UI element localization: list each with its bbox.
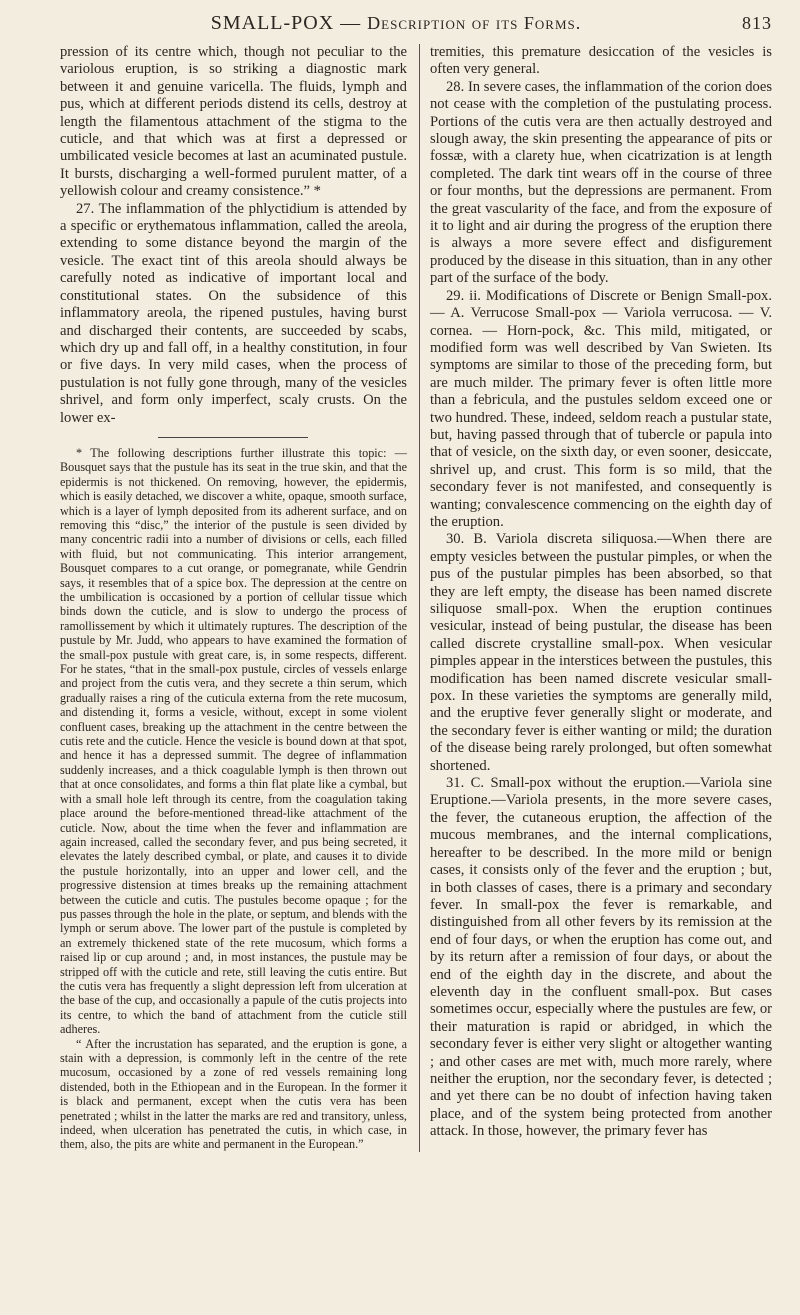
paragraph: 30. B. Variola discreta siliquosa.—When there are empty vesicles between the pustular pimples, or when the pus of the pustular pimples has been absorbed, so that they are left empty, the disease has been named discrete siliquose small-pox. When the eruption continues vesicular, instead of being pustular, the disease has been called discrete crystalline small-pox. When vesicular pimples appear in the interstices between the pustules, this modification has been named discrete vesicular small-pox. In these varieties the symptoms are generally mild, and the eruptive fever generally slight or moderate, and the secondary fever is either wanting or mild; the duration of the disease being rarely prolonged, but often somewhat shortened.	[429, 531, 772, 774]
paragraph: 29. ii. Modifications of Discrete or Benign Small-pox. — A. Verrucose Small-pox — Variola verrucosa. — V. cornea. — Horn-pock, &c. This mild, mitigated, or modified form was well described by Van Swieten. Its symptoms are similar to those of the preceding form, but are much milder. The primary fever is often little more than a febricula, and the pustules seldom exceed one or two hundred. These, indeed, seldom reach a pustular state, but, having passed through that of tubercle or papula into that of vesicle, on the sixth day, or even sooner, desiccate, shrivel up, and crust. This form is so mild, that the secondary fever is not manifested, and consequently is wanting; convalescence commencing on the eighth day of the eruption.	[429, 287, 772, 530]
footnotes	[60, 446, 407, 1152]
page-title: SMALL-POX — Description of its Forms.	[210, 12, 582, 34]
text-columns	[60, 44, 772, 1152]
paragraph: pression of its centre which, though not peculiar to the variolous eruption, is so striking a diagnostic mark between it and genuine varicella. The fluids, lymph and pus, which at different periods distend its cells, destroy at length the filamentous attachment of the stigma to the cuticle, and that which was at first a depressed or umbilicated vesicle becomes at last an acuminated pustule. It bursts, discharging a well-formed purulent matter, of a yellowish colour and creamy consistence.” *	[60, 44, 407, 200]
paragraph: 31. C. Small-pox without the eruption.—Variola sine Eruptione.—Variola presents, in the more severe cases, the fever, the cutaneous eruption, the affection of the mucous membranes, and the internal complications, hereafter to be described. In the more mild or benign cases, it consists only of the fever and the eruption ; but, in both classes of cases, there is a primary and secondary fever. In small-pox the fever is remarkable, and distinguished from all other fevers by its remission at the end of four days, or when the eruption has come out, and by its return after a remission of four days, or about the end of the eighth day in the discrete, and about the eleventh day in the confluent small-pox. But cases sometimes occur, especially where the pustules are few, or their maturation is rapid or abridged, in which the secondary fever is either very slight or altogether wanting ; and other cases are met with, much more rarely, where neither the eruption, nor the secondary fever, is detected ; and yet there can be no doubt of infection having taken place, and of the system being protected from another attack. In those, however, the primary fever has	[429, 775, 772, 1140]
paragraph: 27. The inflammation of the phlyctidium is attended by a specific or erythematous inflammation, called the areola, extending to some distance beyond the margin of the vesicle. The exact tint of this areola should always be carefully noted as indicative of important local and constitutional states. On the subsidence of this inflammatory areola, the ripened pustules, having burst and discharged their contents, are succeeded by scabs, which dry up and fall off, in a healthy constitution, in four or five days. In very mild cases, when the process of pustulation is not fully gone through, many of the vesicles shrivel, and form only imperfect, scaly crusts. On the lower ex-	[60, 200, 407, 426]
paragraph: 28. In severe cases, the inflammation of the corion does not cease with the completion of the pustulating process. Portions of the cutis vera are then actually destroyed and slough away, the skin presenting the appearance of pits or fossæ, with a clarety hue, when cicatrization is at length completed. The dark tint wears off in the course of three or four months, but the depressions are permanent. From the great vascularity of the face, and from the exposure of it to light and air during the progress of the eruption there is always a more severe effect and disfigurement produced by the disease in this situation, than in any other part of the surface of the body.	[429, 78, 772, 287]
right-column	[419, 44, 772, 1152]
footnote: * The following descriptions further illustrate this topic: — Bousquet says that the pustule has its seat in the true skin, and that the epidermis is not thickened. On removing, however, the epidermis, which is easily detached, we discover a white, opaque, smooth surface, which is a layer of lymph deposited from its adherent surface, and on removing this “disc,” the interior of the pustule is seen divided by many concentric radii into a number of divisions or cells, each filled with fluid, but not communicating. This interior arrangement, Bousquet compares to a cut orange, or pomegranate, while Gendrin says, it resembles that of a spice box. The depression at the centre on the umbilication is occasioned by a portion of cellular tissue which binds down the cuticle, and is slow to undergo the process of ramollissement by which it ultimately ruptures. The description of the pustule by Mr. Judd, who appears to have examined the formation of the small-pox pustule with great care, is, in some respects, different. For he states, “that in the small-pox pustule, circles of vessels enlarge and project from the cutis vera, and they secrete a thin serum, which gradually raises a ring of the cuticula externa from the rete mucosum, and distending it, forms a vesicle, without, except in some violent confluent cases, breaking up the attachment in the centre between the cutis rete and the cuticle. Hence the vesicle is bound down at that spot, and hence it has a depressed summit. The degree of inflammation suddenly increases, and a thick coagulable lymph is then thrown out that at once consolidates, and forms a thin flat plate like a cymbal, but with a small hole left through its centre, from the coagulation taking place around the before-mentioned thread-like attachment of the cuticle. Now, about the time when the fever and inflammation are again increased, called the secondary fever, and pus being secreted, it elevates the lately described cymbal, or plate, and causes it to divide the pustule horizontally, into an upper and lower cell, and the progressive distension at times breaks up the remaining attachment between the cuticle and cutis. The pustules become opaque ; for the pus passes through the hole in the plate, or septum, and blends with the lymph or serum above. The lower part of the pustule is completed by an extremely thickened state of the rete mucosum, which forms a raised lip or cup around ; and, in most instances, the pustule may be stripped off with the cuticle and rete, still leaving the cutis entire. But the cutis vera has frequently a slight depression left from ulceration at the base of the cup, and occasionally a papule of the cutis projects into its centre, to which the band of attachment from the cuticle still adheres.	[60, 445, 407, 1037]
footnote-divider	[158, 437, 308, 438]
running-header	[60, 12, 772, 42]
left-column	[60, 44, 407, 1152]
footnote: “ After the incrustation has separated, and the eruption is gone, a stain with a depression, is commonly left in the centre of the rete mucosum, occasioned by a zone of red vessels remaining long distended, both in the Ethiopean and in the European. In the former it is black and permanent, except when the cutis vera has been penetrated ; whilst in the latter the marks are red and transitory, unless, indeed, when ulceration has penetrated the cutis, in which case, in them, also, the pits are white and permanent in the European.”	[60, 1036, 407, 1152]
paragraph: tremities, this premature desiccation of the vesicles is often very general.	[429, 44, 772, 78]
page-number: 813	[742, 13, 772, 33]
